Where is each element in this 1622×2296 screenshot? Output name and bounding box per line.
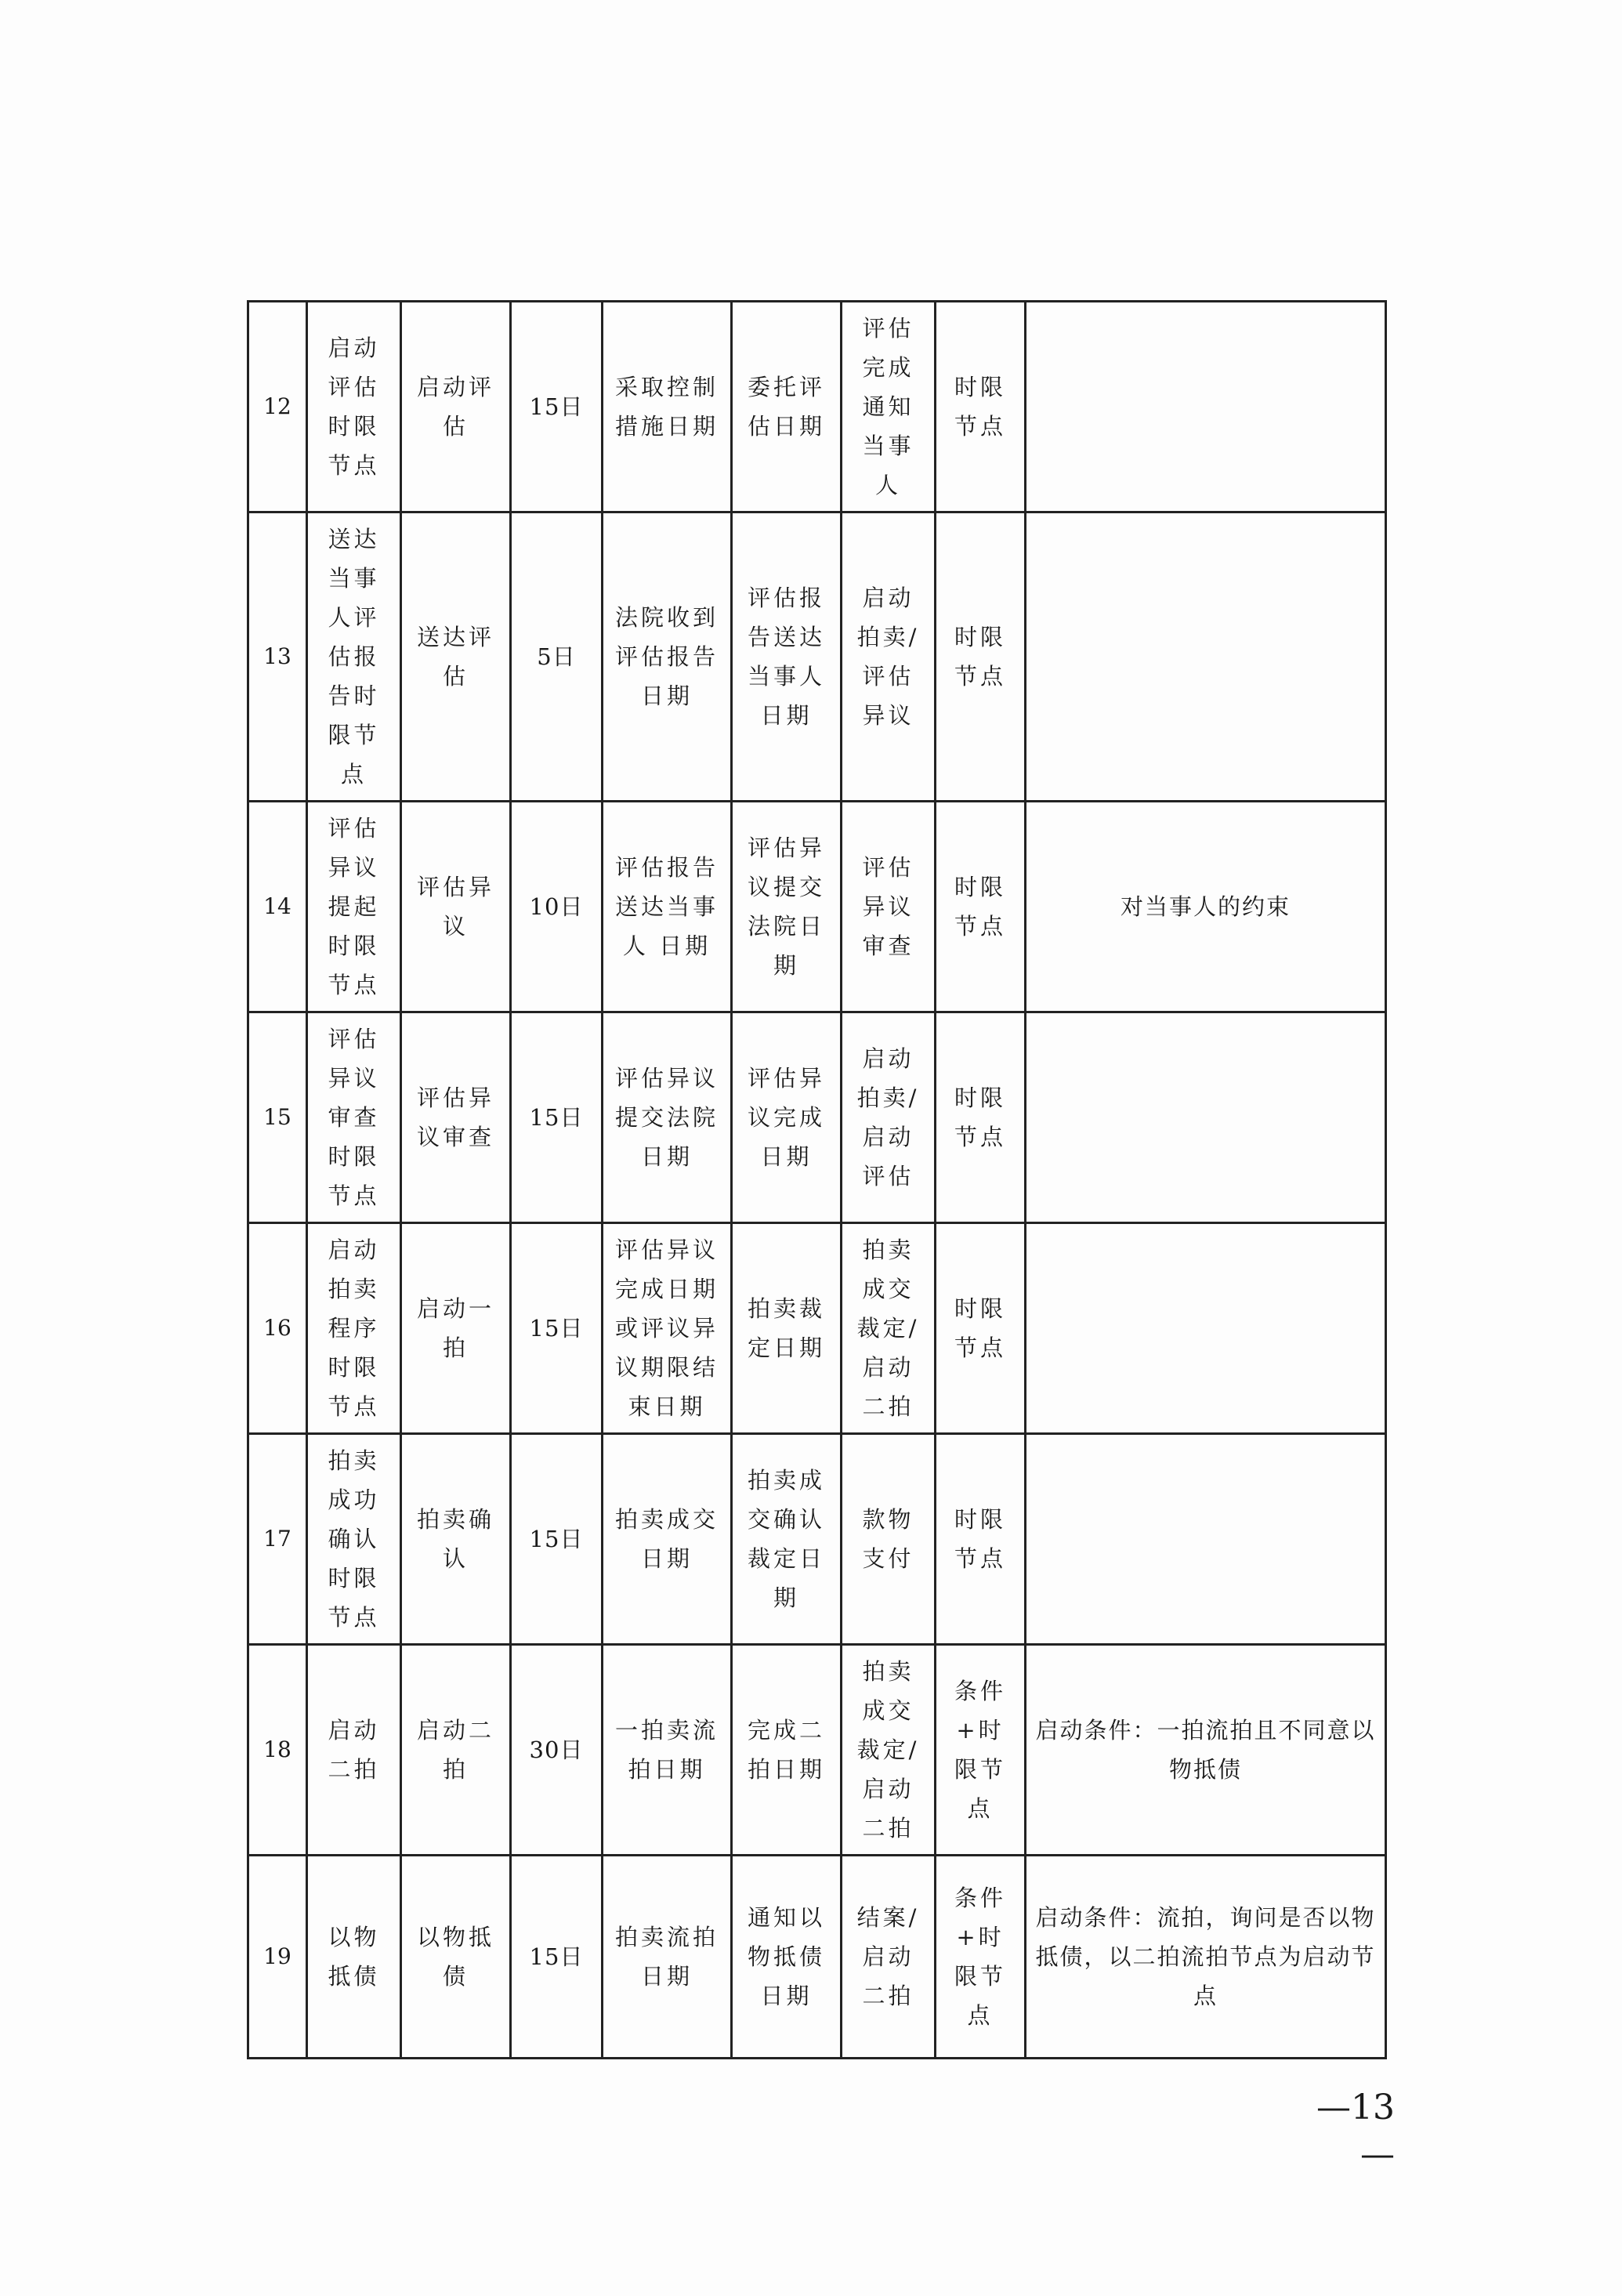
table-row (248, 1012, 1386, 1223)
table-row (248, 802, 1386, 1012)
end-date-cell: 拍卖成交确认裁定日期 (732, 1434, 842, 1645)
node-abbr-cell: 拍卖确认 (401, 1434, 511, 1645)
time-limit-node-table (247, 300, 1387, 2059)
duration-cell: 15日 (511, 1856, 603, 2059)
node-type-cell: 时限节点 (936, 1012, 1026, 1223)
end-date-cell: 评估异议完成日期 (732, 1012, 842, 1223)
next-step-cell: 拍卖成交裁定/启动二拍 (842, 1223, 936, 1434)
node-type-cell: 时限节点 (936, 512, 1026, 802)
start-date-cell: 拍卖流拍日期 (603, 1856, 732, 2059)
row-number-cell: 17 (248, 1434, 307, 1645)
row-number-cell: 13 (248, 512, 307, 802)
node-abbr-cell: 以物抵债 (401, 1856, 511, 2059)
duration-cell: 15日 (511, 1012, 603, 1223)
end-date-cell: 拍卖裁定日期 (732, 1223, 842, 1434)
table-row (248, 1645, 1386, 1856)
node-type-cell: 条件+时限节点 (936, 1856, 1026, 2059)
node-name-cell: 启动评估时限节点 (307, 302, 401, 512)
row-number-cell: 16 (248, 1223, 307, 1434)
next-step-cell: 启动拍卖/评估异议 (842, 512, 936, 802)
node-name-cell: 拍卖成功确认时限节点 (307, 1434, 401, 1645)
note-cell (1026, 1012, 1386, 1223)
start-date-cell: 法院收到评估报告日期 (603, 512, 732, 802)
duration-cell: 15日 (511, 302, 603, 512)
node-name-cell: 启动拍卖程序时限节点 (307, 1223, 401, 1434)
note-cell: 启动条件：一拍流拍且不同意以物抵债 (1026, 1645, 1386, 1856)
node-type-cell: 时限节点 (936, 1223, 1026, 1434)
start-date-cell: 拍卖成交日期 (603, 1434, 732, 1645)
next-step-cell: 款物支付 (842, 1434, 936, 1645)
node-name-cell: 送达当事人评估报告时限节点 (307, 512, 401, 802)
end-date-cell: 委托评估日期 (732, 302, 842, 512)
node-abbr-cell: 送达评估 (401, 512, 511, 802)
node-name-cell: 以物抵债 (307, 1856, 401, 2059)
node-type-cell: 时限节点 (936, 802, 1026, 1012)
row-number-cell: 18 (248, 1645, 307, 1856)
start-date-cell: 一拍卖流拍日期 (603, 1645, 732, 1856)
note-cell (1026, 1434, 1386, 1645)
duration-cell: 5日 (511, 512, 603, 802)
start-date-cell: 评估报告送达当事人 日期 (603, 802, 732, 1012)
end-date-cell: 评估报告送达当事人日期 (732, 512, 842, 802)
node-type-cell: 条件+时限节点 (936, 1645, 1026, 1856)
note-cell: 对当事人的约束 (1026, 802, 1386, 1012)
start-date-cell: 评估异议提交法院日期 (603, 1012, 732, 1223)
node-abbr-cell: 启动评估 (401, 302, 511, 512)
node-type-cell: 时限节点 (936, 302, 1026, 512)
start-date-cell: 评估异议完成日期或评议异议期限结束日期 (603, 1223, 732, 1434)
node-name-cell: 评估异议审查时限节点 (307, 1012, 401, 1223)
end-date-cell: 通知以物抵债日期 (732, 1856, 842, 2059)
next-step-cell: 拍卖成交裁定/启动二拍 (842, 1645, 936, 1856)
duration-cell: 15日 (511, 1434, 603, 1645)
next-step-cell: 结案/启动二拍 (842, 1856, 936, 2059)
node-abbr-cell: 评估异议 (401, 802, 511, 1012)
duration-cell: 10日 (511, 802, 603, 1012)
node-abbr-cell: 评估异议审查 (401, 1012, 511, 1223)
duration-cell: 15日 (511, 1223, 603, 1434)
table-row (248, 1434, 1386, 1645)
table-row (248, 1223, 1386, 1434)
node-type-cell: 时限节点 (936, 1434, 1026, 1645)
start-date-cell: 采取控制措施日期 (603, 302, 732, 512)
row-number-cell: 19 (248, 1856, 307, 2059)
node-abbr-cell: 启动二拍 (401, 1645, 511, 1856)
row-number-cell: 15 (248, 1012, 307, 1223)
next-step-cell: 评估完成通知当事人 (842, 302, 936, 512)
note-cell (1026, 512, 1386, 802)
node-name-cell: 评估异议提起时限节点 (307, 802, 401, 1012)
row-number-cell: 14 (248, 802, 307, 1012)
node-name-cell: 启动二拍 (307, 1645, 401, 1856)
row-number-cell: 12 (248, 302, 307, 512)
table-row (248, 302, 1386, 512)
duration-cell: 30日 (511, 1645, 603, 1856)
table-row (248, 512, 1386, 802)
end-date-cell: 完成二拍日期 (732, 1645, 842, 1856)
next-step-cell: 启动拍卖/启动评估 (842, 1012, 936, 1223)
page-number: —13— (1316, 2088, 1395, 2175)
note-cell (1026, 1223, 1386, 1434)
node-abbr-cell: 启动一拍 (401, 1223, 511, 1434)
note-cell: 启动条件：流拍，询问是否以物抵债，以二拍流拍节点为启动节点 (1026, 1856, 1386, 2059)
table-row (248, 1856, 1386, 2059)
note-cell (1026, 302, 1386, 512)
end-date-cell: 评估异议提交法院日期 (732, 802, 842, 1012)
next-step-cell: 评估异议审查 (842, 802, 936, 1012)
